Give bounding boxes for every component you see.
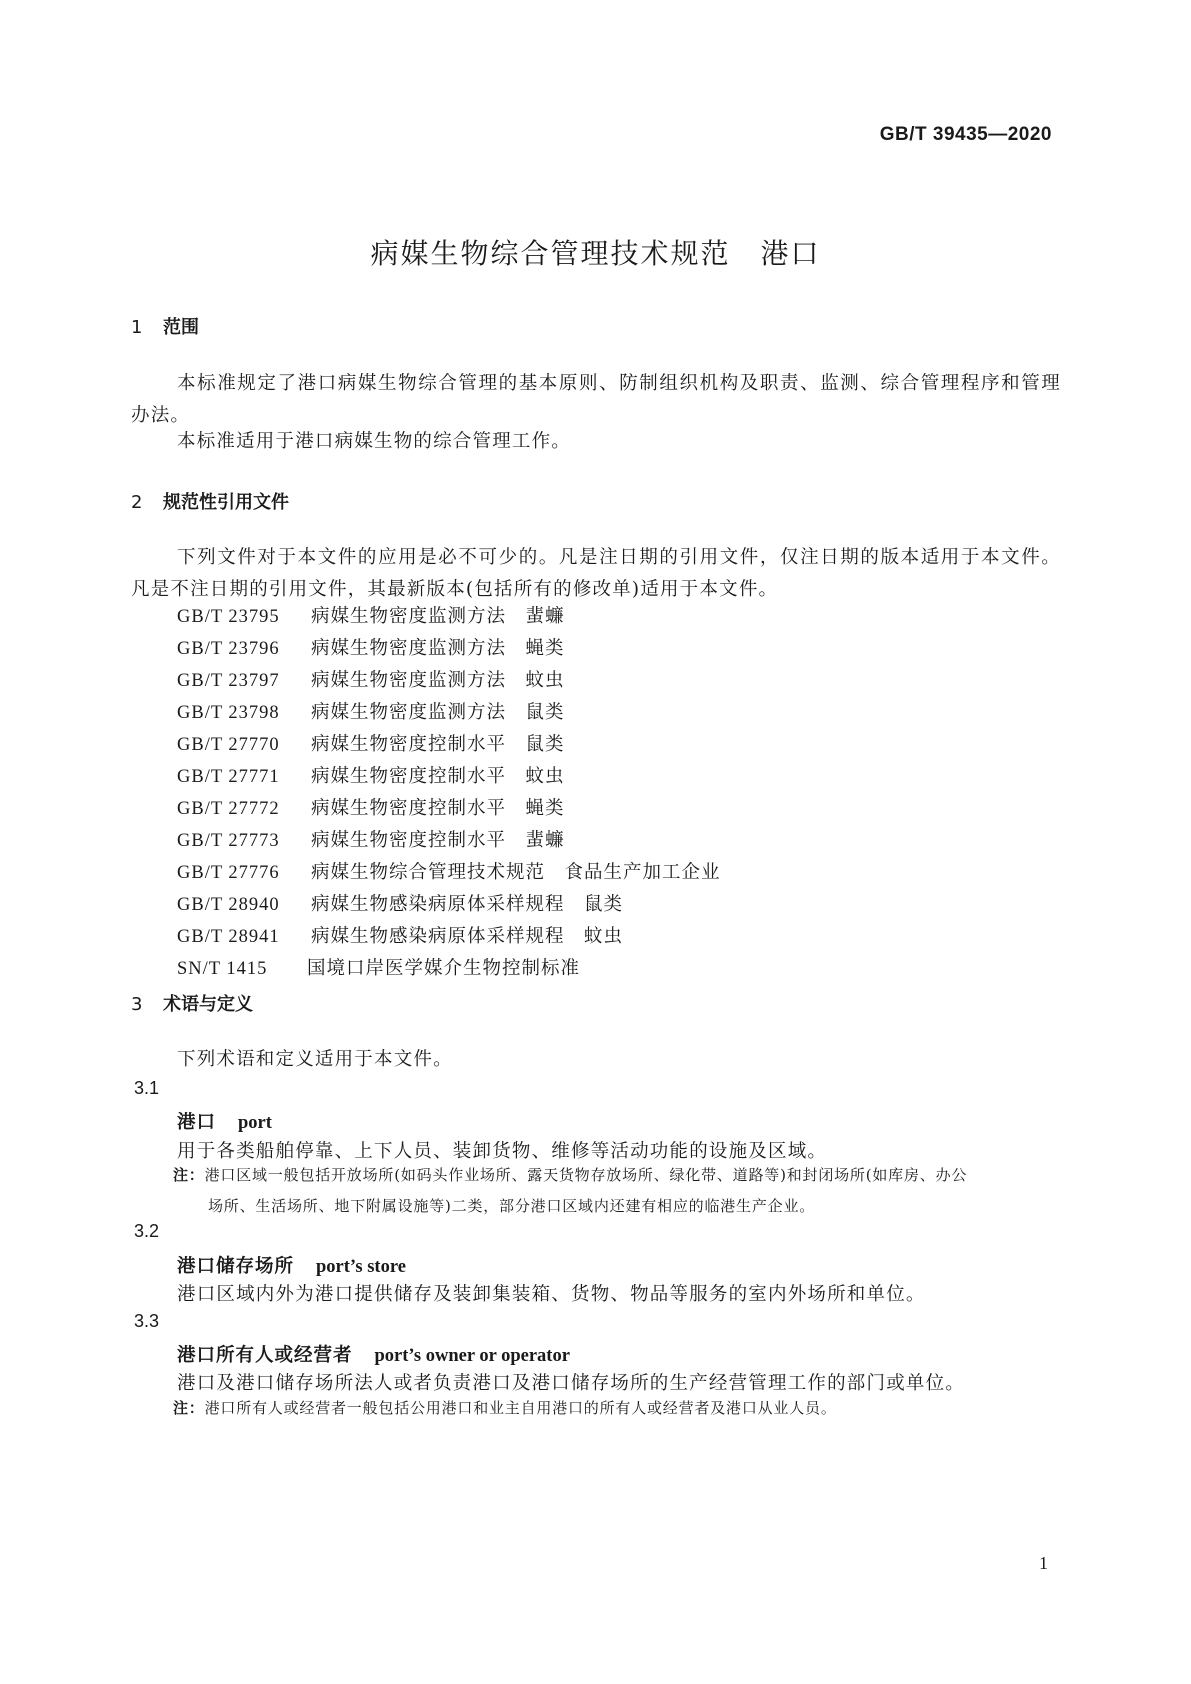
reference-item bbox=[177, 858, 721, 890]
term-name-zh: 港口储存场所 bbox=[177, 1256, 295, 1277]
page-number: 1 bbox=[1039, 1553, 1048, 1573]
reference-code: GB/T 23798 bbox=[177, 703, 280, 723]
term-name-en: port’s owner or operator bbox=[374, 1346, 570, 1366]
term-note bbox=[173, 1160, 1073, 1222]
term-name bbox=[177, 1341, 570, 1367]
reference-title: 病媒生物密度监测方法 蝇类 bbox=[311, 638, 565, 659]
section-2-paragraph-1: 下列文件对于本文件的应用是必不可少的。凡是注日期的引用文件，仅注日期的版本适用于本文件。凡是不注日期的引用文件，其最新版本(包括所有的修改单)适用于本文件。 bbox=[131, 547, 1061, 600]
reference-item bbox=[177, 634, 721, 666]
section-number: 2 bbox=[131, 492, 143, 513]
reference-code: GB/T 27773 bbox=[177, 831, 280, 851]
reference-code: GB/T 27772 bbox=[177, 799, 280, 819]
reference-title: 病媒生物密度控制水平 蜚蠊 bbox=[311, 830, 565, 851]
section-1-paragraph-2: 本标准适用于港口病媒生物的综合管理工作。 bbox=[177, 431, 572, 452]
note-text: 港口区域一般包括开放场所(如码头作业场所、露天货物存放场所、绿化带、道路等)和封闭场所(如库房、办公 bbox=[204, 1166, 968, 1184]
reference-code: SN/T 1415 bbox=[177, 959, 268, 979]
document-title: 病媒生物综合管理技术规范 港口 bbox=[370, 237, 821, 270]
reference-code: GB/T 27770 bbox=[177, 735, 280, 755]
reference-code: GB/T 28941 bbox=[177, 927, 280, 947]
reference-code: GB/T 23795 bbox=[177, 607, 280, 627]
reference-title: 病媒生物密度监测方法 蚊虫 bbox=[311, 670, 565, 691]
reference-item bbox=[177, 666, 721, 698]
term-name-en: port’s store bbox=[316, 1257, 406, 1277]
reference-title: 病媒生物密度控制水平 蝇类 bbox=[311, 798, 565, 819]
reference-code: GB/T 23797 bbox=[177, 671, 280, 691]
reference-item bbox=[177, 954, 721, 986]
note-text-continued: 场所、生活场所、地下附属设施等)二类，部分港口区域内还建有相应的临港生产企业。 bbox=[208, 1197, 816, 1215]
reference-code: GB/T 27771 bbox=[177, 767, 280, 787]
reference-item bbox=[177, 826, 721, 858]
reference-title: 病媒生物密度控制水平 鼠类 bbox=[311, 734, 565, 755]
reference-item bbox=[177, 762, 721, 794]
standard-code: GB/T 39435—2020 bbox=[879, 124, 1052, 145]
section-number: 3 bbox=[131, 994, 143, 1015]
section-2-heading bbox=[131, 488, 289, 514]
term-name bbox=[177, 1108, 272, 1134]
reference-item bbox=[177, 922, 721, 954]
reference-list bbox=[177, 602, 721, 986]
section-title: 规范性引用文件 bbox=[163, 492, 289, 513]
note-label: 注： bbox=[173, 1399, 205, 1417]
reference-title: 病媒生物感染病原体采样规程 蚊虫 bbox=[311, 926, 624, 947]
reference-title: 病媒生物综合管理技术规范 食品生产加工企业 bbox=[311, 862, 721, 883]
term-definition: 港口及港口储存场所法人或者负责港口及港口储存场所的生产经营管理工作的部门或单位。 bbox=[177, 1373, 966, 1394]
reference-code: GB/T 28940 bbox=[177, 895, 280, 915]
term-name-zh: 港口所有人或经营者 bbox=[177, 1345, 353, 1366]
reference-title: 病媒生物密度监测方法 鼠类 bbox=[311, 702, 565, 723]
reference-code: GB/T 27776 bbox=[177, 863, 280, 883]
note-label: 注： bbox=[173, 1166, 205, 1184]
reference-title: 病媒生物密度控制水平 蚊虫 bbox=[311, 766, 565, 787]
term-name bbox=[177, 1252, 406, 1278]
term-definition: 港口区域内外为港口提供储存及装卸集装箱、货物、物品等服务的室内外场所和单位。 bbox=[177, 1284, 926, 1305]
reference-item bbox=[177, 794, 721, 826]
term-number: 3.2 bbox=[134, 1221, 160, 1241]
reference-item bbox=[177, 890, 721, 922]
reference-title: 病媒生物感染病原体采样规程 鼠类 bbox=[311, 894, 624, 915]
section-3-heading bbox=[131, 990, 253, 1016]
section-number: 1 bbox=[131, 317, 143, 338]
term-name-en: port bbox=[238, 1113, 272, 1133]
section-title: 范围 bbox=[163, 317, 199, 338]
reference-title: 国境口岸医学媒介生物控制标准 bbox=[307, 958, 581, 979]
reference-item bbox=[177, 602, 721, 634]
section-1-paragraph-1: 本标准规定了港口病媒生物综合管理的基本原则、防制组织机构及职责、监测、综合管理程序和管理办法。 bbox=[131, 373, 1061, 426]
reference-item bbox=[177, 730, 721, 762]
term-number: 3.3 bbox=[134, 1311, 160, 1331]
term-name-zh: 港口 bbox=[177, 1112, 217, 1133]
reference-code: GB/T 23796 bbox=[177, 639, 280, 659]
section-title: 术语与定义 bbox=[163, 994, 253, 1015]
term-note bbox=[173, 1393, 1073, 1424]
section-1-heading bbox=[131, 313, 199, 339]
term-definition: 用于各类船舶停靠、上下人员、装卸货物、维修等活动功能的设施及区域。 bbox=[177, 1141, 828, 1162]
note-text: 港口所有人或经营者一般包括公用港口和业主自用港口的所有人或经营者及港口从业人员。 bbox=[204, 1399, 837, 1417]
reference-title: 病媒生物密度监测方法 蜚蠊 bbox=[311, 606, 565, 627]
section-3-paragraph-1: 下列术语和定义适用于本文件。 bbox=[177, 1049, 453, 1070]
reference-item bbox=[177, 698, 721, 730]
term-number: 3.1 bbox=[134, 1078, 160, 1098]
